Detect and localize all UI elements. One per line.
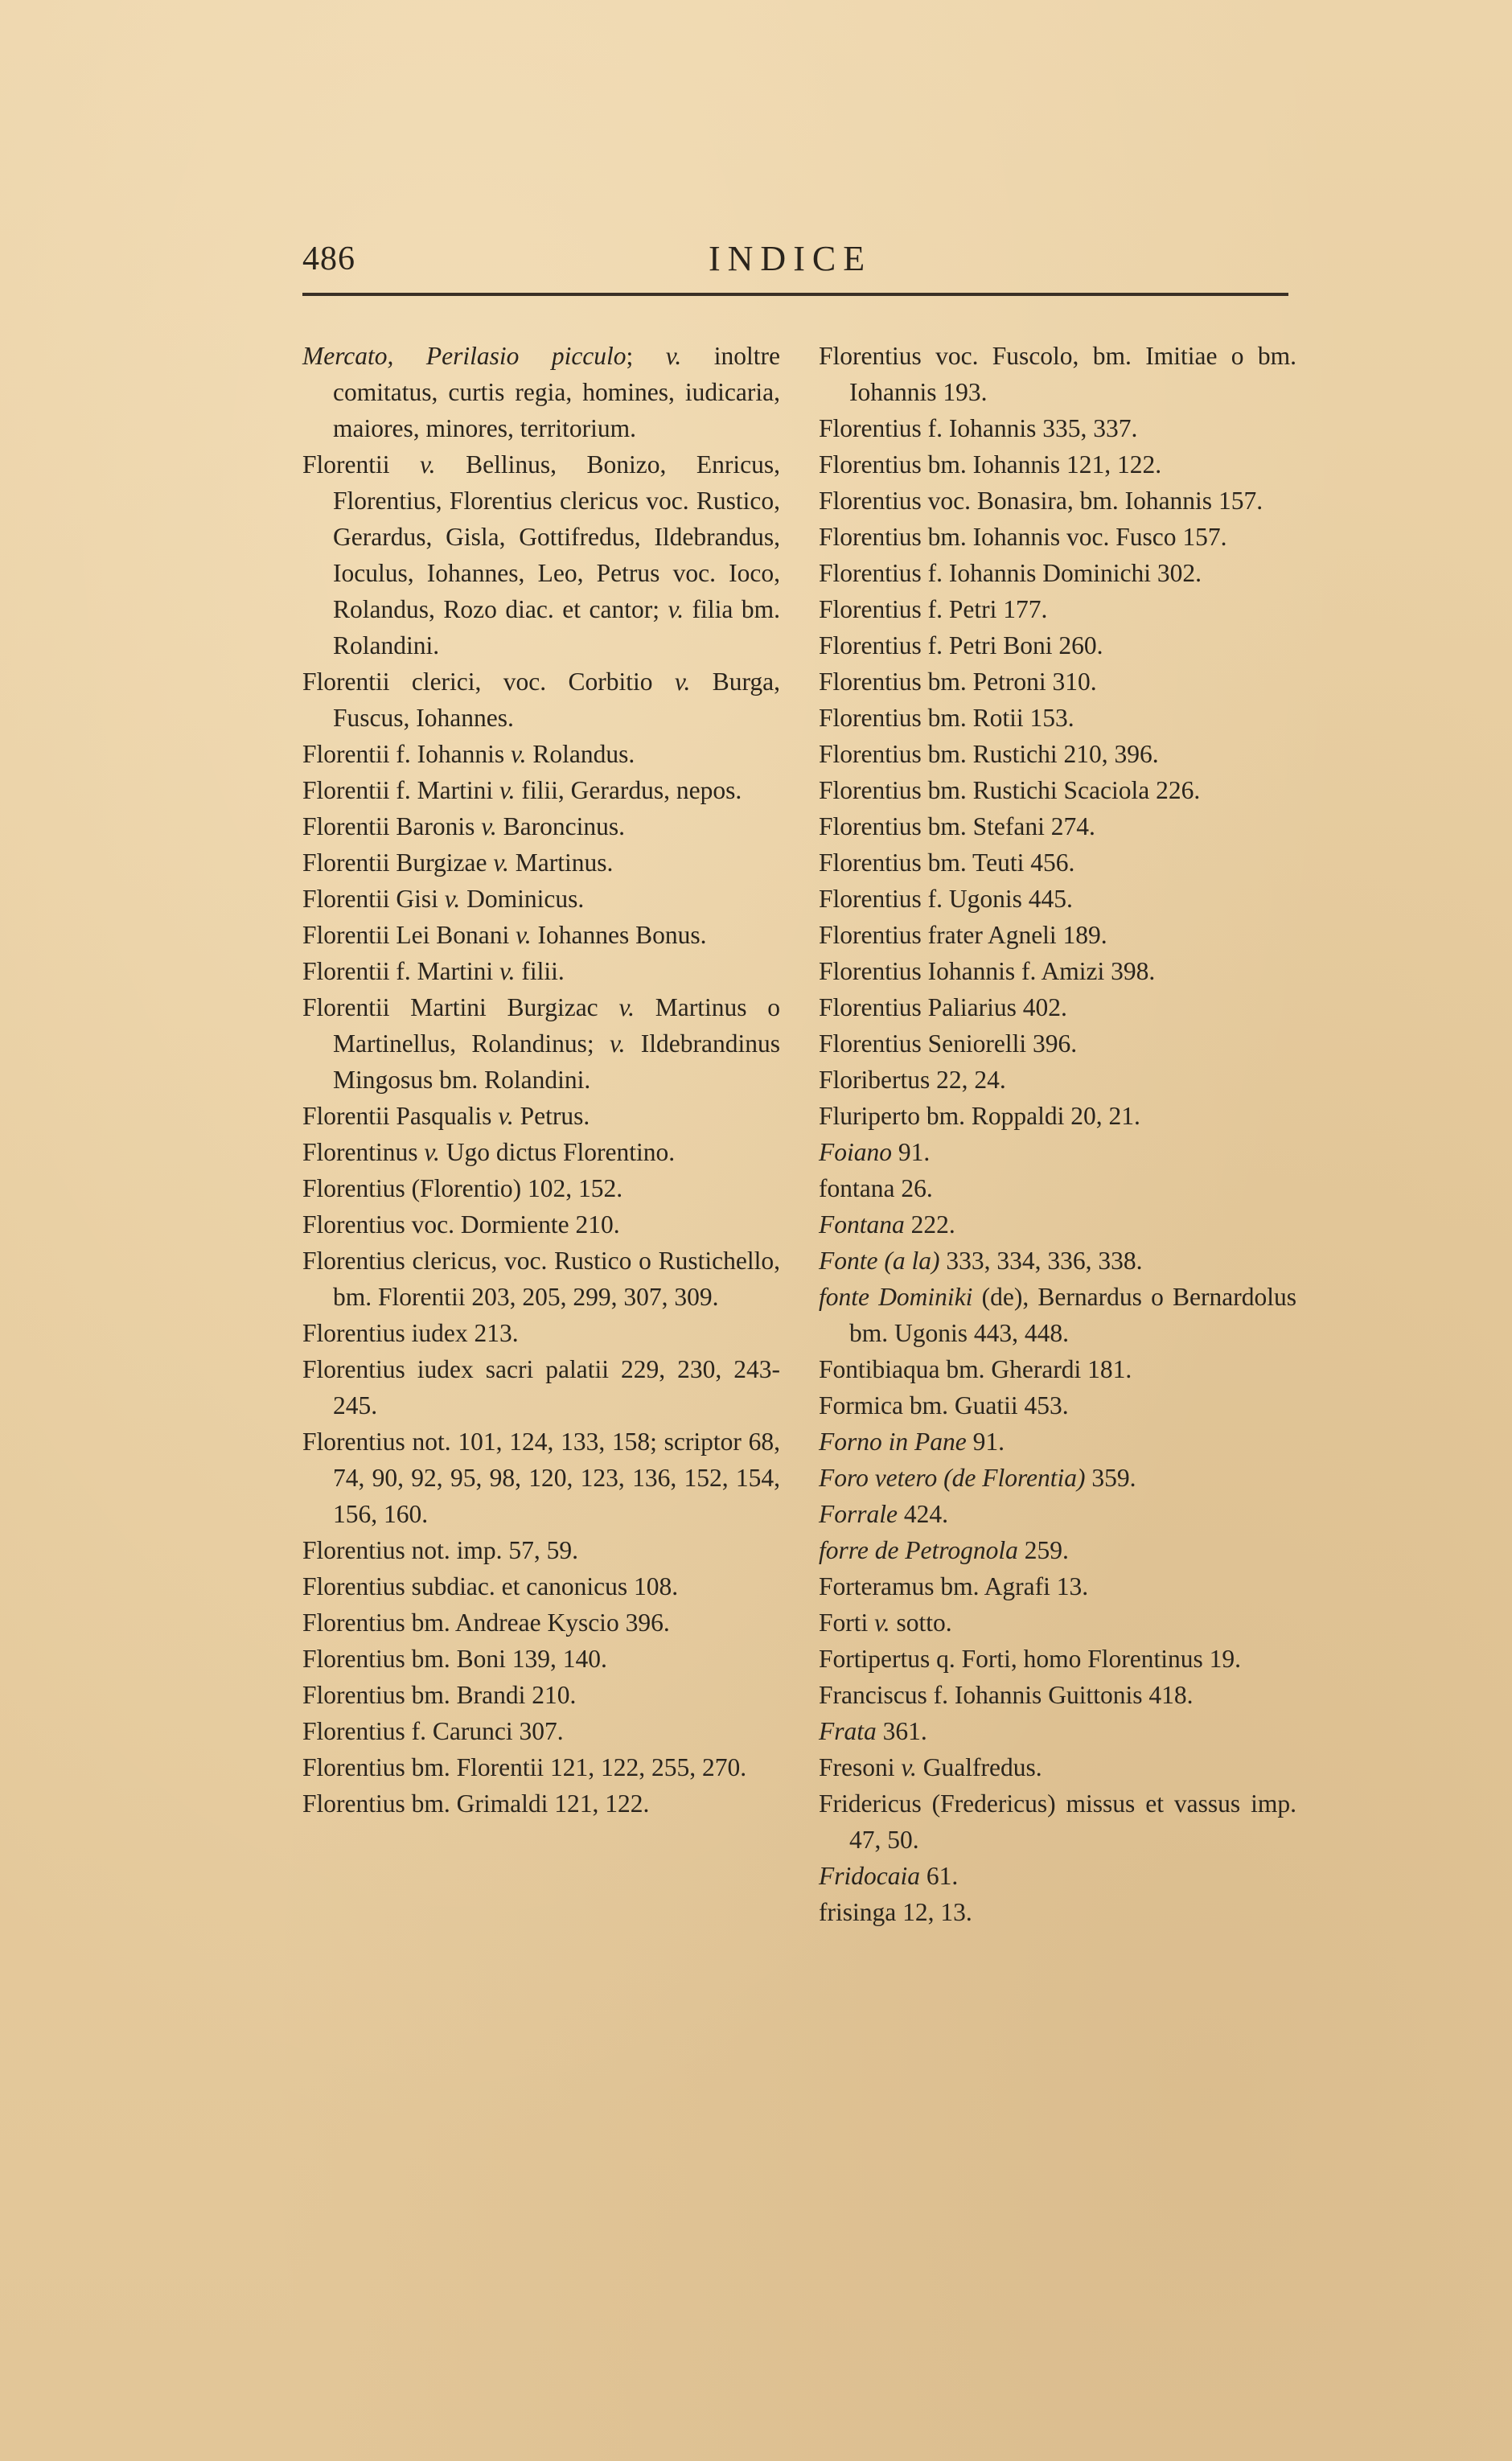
entry-text: 91. [892,1138,931,1166]
entry-italic-text: Fridocaia [819,1862,920,1890]
entry-text: Florentius f. Iohannis 335, 337. [819,414,1138,442]
index-entry [302,881,780,917]
index-entry [302,1568,780,1604]
entry-text: Franciscus f. Iohannis Guittonis 418. [819,1681,1194,1709]
index-entry [302,1243,780,1315]
entry-text: Florentius bm. Iohannis voc. Fusco 157. [819,523,1227,551]
index-entry [819,1206,1296,1243]
index-entry [819,1424,1296,1460]
index-entry [819,1025,1296,1062]
index-entry [302,1785,780,1822]
entry-text: Florentius frater Agneli 189. [819,921,1107,949]
entry-text: Fresoni [819,1753,902,1781]
index-entry [819,1170,1296,1206]
entry-text: Florentii [302,450,421,479]
left-column [302,338,780,1822]
index-entry [819,1460,1296,1496]
index-entry [819,446,1296,483]
entry-text: fontana 26. [819,1174,933,1202]
entry-text: 91. [966,1428,1005,1456]
entry-text: Florentius voc. Fuscolo, bm. Imitiae o bm. Iohannis 193. [819,342,1296,406]
index-entry [302,808,780,844]
index-entry [302,664,780,736]
index-entry [302,772,780,808]
index-entry [302,953,780,989]
index-entry [302,1315,780,1351]
entry-text: Ildebrandinus Mingosus bm. Rolandini. [333,1029,780,1094]
entry-text: Florentius iudex sacri palatii 229, 230, 243-245. [302,1355,780,1419]
entry-text: frisinga 12, 13. [819,1898,972,1926]
entry-text: 361. [876,1717,927,1745]
entry-text: Baroncinus. [496,812,626,840]
header-rule [302,293,1288,296]
index-entry [819,338,1296,410]
entry-text: Bellinus, Bonizo, Enricus, Florentius, Florentius clericus voc. Rustico, Gerardus, Gisla, Gottifredus, Ildebrandus, Ioculus, Iohannes, Leo, Petrus voc. Ioco, Rolandus, Rozo diac. et cantor; [333,450,780,623]
entry-text: Florentius voc. Dormiente 210. [302,1210,620,1239]
entry-italic-text: Forno in Pane [819,1428,967,1456]
index-entry [819,881,1296,917]
entry-italic-text: v. [493,848,509,877]
entry-italic-text: Forrale [819,1500,898,1528]
entry-text: Fridericus (Fredericus) missus et vassus imp. 47, 50. [819,1789,1296,1854]
index-entry [819,1568,1296,1604]
index-entry [302,1713,780,1749]
index-entry [819,772,1296,808]
index-entry [819,989,1296,1025]
entry-text: Dominicus. [460,885,585,913]
entry-text: Formica bm. Guatii 453. [819,1391,1069,1419]
entry-italic-text: v. [516,921,532,949]
entry-text: Florentius Paliarius 402. [819,993,1067,1021]
entry-italic-text: fonte Dominiki [819,1283,973,1311]
page-number: 486 [302,240,355,277]
entry-italic-text: Foro vetero (de Florentia) [819,1464,1086,1492]
entry-text: Florentii clerici, voc. Corbitio [302,668,675,696]
index-entry [819,1532,1296,1568]
index-entry [819,627,1296,664]
entry-text: 359. [1085,1464,1136,1492]
index-entry [819,1785,1296,1858]
index-entry [819,1279,1296,1351]
index-entry [819,1749,1296,1785]
entry-text: Florentii Gisi [302,885,445,913]
entry-text: filii. [515,957,565,985]
index-entry [819,1713,1296,1749]
index-entry [302,917,780,953]
index-entry [819,1641,1296,1677]
entry-text: 259. [1017,1536,1069,1564]
entry-text: Florentii f. Martini [302,776,499,804]
index-entry [302,1749,780,1785]
index-entry [302,446,780,664]
index-entry [302,736,780,772]
entry-text: Florentii Martini Burgizac [302,993,619,1021]
entry-text: Florentii Baronis [302,812,482,840]
index-entry [302,989,780,1098]
index-entry [302,1134,780,1170]
entry-text: Florentius bm. Teuti 456. [819,848,1075,877]
entry-italic-text: v. [901,1753,917,1781]
entry-text: filia bm. Rolandini. [333,595,780,659]
entry-text: Florentii Lei Bonani [302,921,516,949]
entry-text: sotto. [890,1608,952,1637]
entry-text: Florentius bm. Iohannis 121, 122. [819,450,1162,479]
entry-text: Florentii Burgizae [302,848,494,877]
entry-italic-text: v. [668,595,684,623]
entry-text: ; [626,342,666,370]
index-entry [302,1424,780,1532]
entry-text: Gualfredus. [916,1753,1042,1781]
index-entry [819,1677,1296,1713]
entry-text: Iohannes Bonus. [531,921,707,949]
index-entry [819,844,1296,881]
entry-text: Florentius (Florentio) 102, 152. [302,1174,623,1202]
right-column [819,338,1296,1930]
index-entry [819,591,1296,627]
index-entry [819,1134,1296,1170]
index-entry [819,519,1296,555]
entry-text: Florentius bm. Rustichi Scaciola 226. [819,776,1201,804]
index-entry [819,483,1296,519]
entry-text: Florentius subdiac. et canonicus 108. [302,1572,679,1600]
entry-text: Florentius not. 101, 124, 133, 158; scriptor 68, 74, 90, 92, 95, 98, 120, 123, 136, 152, 154, 156, 160. [302,1428,780,1528]
entry-italic-text: Mercato, Perilasio picculo [302,342,627,370]
index-entry [302,338,780,446]
entry-italic-text: v. [674,668,691,696]
entry-text: Florentius voc. Bonasira, bm. Iohannis 157. [819,487,1263,515]
entry-italic-text: Foiano [819,1138,892,1166]
entry-text: Florentius clericus, voc. Rustico o Rustichello, bm. Florentii 203, 205, 299, 307, 309. [302,1247,780,1311]
entry-italic-text: v. [618,993,635,1021]
entry-text: 61. [920,1862,959,1890]
index-entry [819,1604,1296,1641]
entry-italic-text: Fonte (a la) [819,1247,940,1275]
index-entry [302,1351,780,1424]
entry-text: Florentius iudex 213. [302,1319,519,1347]
index-entry [819,1894,1296,1930]
entry-text: Florentius bm. Grimaldi 121, 122. [302,1789,650,1818]
index-entry [302,1604,780,1641]
index-entry [819,1062,1296,1098]
entry-text: Burga, Fuscus, Iohannes. [333,668,780,732]
entry-italic-text: v. [481,812,497,840]
entry-text: (de), Bernardus o Bernardolus bm. Ugonis 443, 448. [849,1283,1296,1347]
index-entry [819,953,1296,989]
index-entry [819,410,1296,446]
index-entry [302,1170,780,1206]
entry-text: 424. [898,1500,948,1528]
page-header [302,235,1288,283]
entry-text: Florentius bm. Rotii 153. [819,704,1074,732]
entry-text: Ugo dictus Florentino. [439,1138,676,1166]
entry-text: filii, Gerardus, nepos. [515,776,742,804]
entry-text: Florentius bm. Petroni 310. [819,668,1097,696]
entry-text: Florentius f. Carunci 307. [302,1717,564,1745]
entry-text: inoltre comitatus, curtis regia, homines, iudicaria, maiores, minores, territorium. [333,342,780,442]
index-entry [819,1858,1296,1894]
index-entry [302,1532,780,1568]
entry-italic-text: v. [424,1138,440,1166]
entry-text: Florentius bm. Rustichi 210, 396. [819,740,1159,768]
entry-italic-text: forre de Petrognola [819,1536,1018,1564]
entry-italic-text: v. [444,885,461,913]
entry-text: Florentii f. Iohannis [302,740,511,768]
index-entry [819,1387,1296,1424]
index-entry [819,1351,1296,1387]
entry-italic-text: v. [420,450,436,479]
index-entry [819,1098,1296,1134]
entry-text: Florentius Iohannis f. Amizi 398. [819,957,1156,985]
entry-text: Fortipertus q. Forti, homo Florentinus 19. [819,1645,1242,1673]
entry-text: Florentii Pasqualis [302,1102,499,1130]
running-title: INDICE [709,239,873,278]
entry-text: Florentius f. Ugonis 445. [819,885,1073,913]
entry-italic-text: v. [510,740,527,768]
index-entry [302,1641,780,1677]
entry-text: Florentinus [302,1138,425,1166]
entry-text: Floribertus 22, 24. [819,1066,1006,1094]
entry-text: Florentius not. imp. 57, 59. [302,1536,579,1564]
entry-text: Florentius f. Iohannis Dominichi 302. [819,559,1202,587]
entry-italic-text: v. [874,1608,890,1637]
index-entry [302,844,780,881]
entry-italic-text: v. [665,342,682,370]
entry-italic-text: Frata [819,1717,877,1745]
entry-text: Martinus. [508,848,614,877]
index-entry [819,808,1296,844]
index-entry [819,1496,1296,1532]
index-entry [302,1098,780,1134]
index-entry [819,1243,1296,1279]
entry-text: Florentius Seniorelli 396. [819,1029,1078,1058]
index-entry [819,917,1296,953]
index-entry [819,555,1296,591]
entry-text: Forteramus bm. Agrafi 13. [819,1572,1089,1600]
entry-italic-text: v. [609,1029,626,1058]
entry-italic-text: Fontana [819,1210,905,1239]
entry-text: Florentius bm. Brandi 210. [302,1681,577,1709]
index-entry [819,700,1296,736]
entry-text: Forti [819,1608,875,1637]
entry-text: Fontibiaqua bm. Gherardi 181. [819,1355,1132,1383]
index-entry [819,664,1296,700]
entry-italic-text: v. [499,776,516,804]
index-entry [302,1206,780,1243]
entry-text: Fluriperto bm. Roppaldi 20, 21. [819,1102,1140,1130]
entry-text: 333, 334, 336, 338. [939,1247,1143,1275]
entry-text: 222. [904,1210,955,1239]
entry-text: Rolandus. [526,740,635,768]
entry-text: Florentius f. Petri Boni 260. [819,631,1103,659]
entry-italic-text: v. [499,957,516,985]
entry-text: Petrus. [513,1102,590,1130]
index-entry [302,1677,780,1713]
entry-text: Florentius bm. Andreae Kyscio 396. [302,1608,670,1637]
entry-text: Florentius bm. Boni 139, 140. [302,1645,607,1673]
entry-text: Florentii f. Martini [302,957,499,985]
index-entry [819,736,1296,772]
entry-text: Martinus o Martinellus, Rolandinus; [333,993,781,1058]
entry-text: Florentius bm. Stefani 274. [819,812,1095,840]
entry-text: Florentius bm. Florentii 121, 122, 255, 270. [302,1753,747,1781]
entry-text: Florentius f. Petri 177. [819,595,1048,623]
entry-italic-text: v. [498,1102,514,1130]
